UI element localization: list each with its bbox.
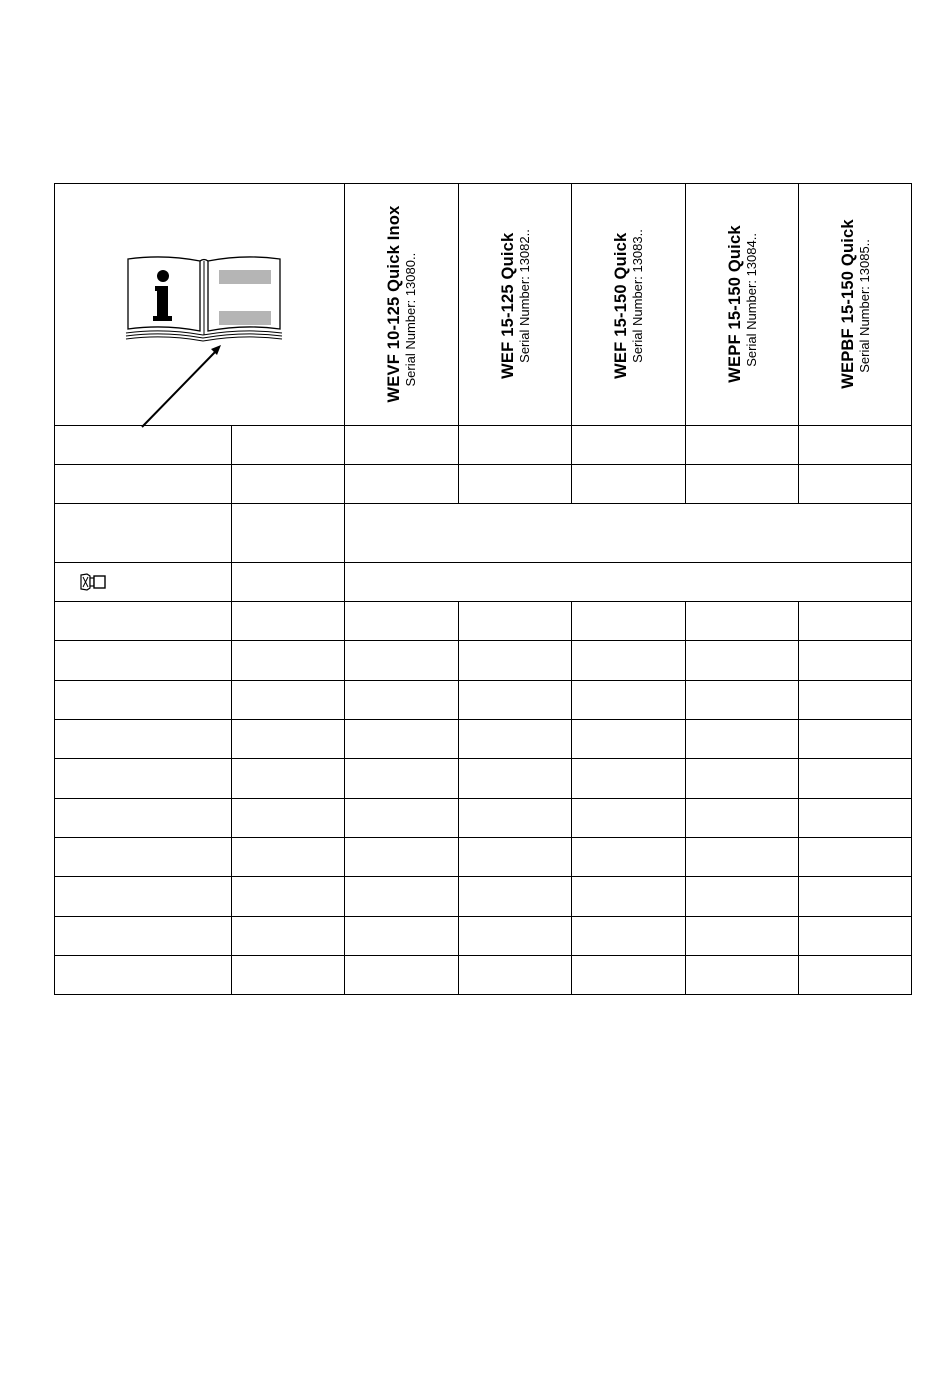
model-name: WEF 15-150 Quick: [611, 232, 630, 379]
row-divider: [54, 798, 911, 799]
row-divider: [54, 837, 911, 838]
model-header-label: [613, 229, 644, 379]
model-name: WEPBF 15-150 Quick: [838, 219, 857, 389]
model-header-label: [386, 206, 417, 403]
row-divider: [54, 758, 911, 759]
row-divider: [54, 876, 911, 877]
column-divider: [231, 425, 232, 994]
model-header: [798, 183, 911, 425]
row-divider: [54, 601, 911, 602]
pointer-arrow-icon: [139, 341, 229, 431]
model-header: [685, 183, 798, 425]
serial-number: Serial Number: 13084..: [742, 233, 758, 367]
model-header-label: [839, 219, 870, 389]
row-divider: [54, 719, 911, 720]
read-manual-info-icon: [124, 253, 284, 349]
row-divider: [54, 503, 911, 504]
model-header-label: [499, 229, 530, 379]
row-divider: [54, 562, 911, 563]
row-divider: [54, 955, 911, 956]
model-name: WEF 15-125 Quick: [498, 232, 517, 379]
specification-table: [54, 183, 912, 995]
model-header: [571, 183, 685, 425]
model-name: WEPF 15-150 Quick: [725, 225, 744, 383]
serial-number: Serial Number: 13082..: [515, 229, 531, 363]
row-divider: [54, 916, 911, 917]
row-divider: [54, 640, 911, 641]
column-divider: [571, 601, 572, 994]
serial-number: Serial Number: 13080..: [402, 252, 418, 387]
serial-number: Serial Number: 13083..: [629, 229, 645, 363]
row-divider: [54, 425, 911, 426]
row-divider: [54, 680, 911, 681]
model-name: WEVF 10-125 Quick Inox: [384, 205, 403, 403]
model-header: [344, 183, 458, 425]
model-header: [458, 183, 571, 425]
model-header-label: [726, 225, 757, 382]
column-divider: [798, 601, 799, 994]
row-divider: [54, 464, 911, 465]
serial-number: Serial Number: 13085..: [855, 239, 871, 373]
connector-plug-icon: [79, 572, 111, 592]
column-divider: [458, 601, 459, 994]
column-divider: [685, 601, 686, 994]
